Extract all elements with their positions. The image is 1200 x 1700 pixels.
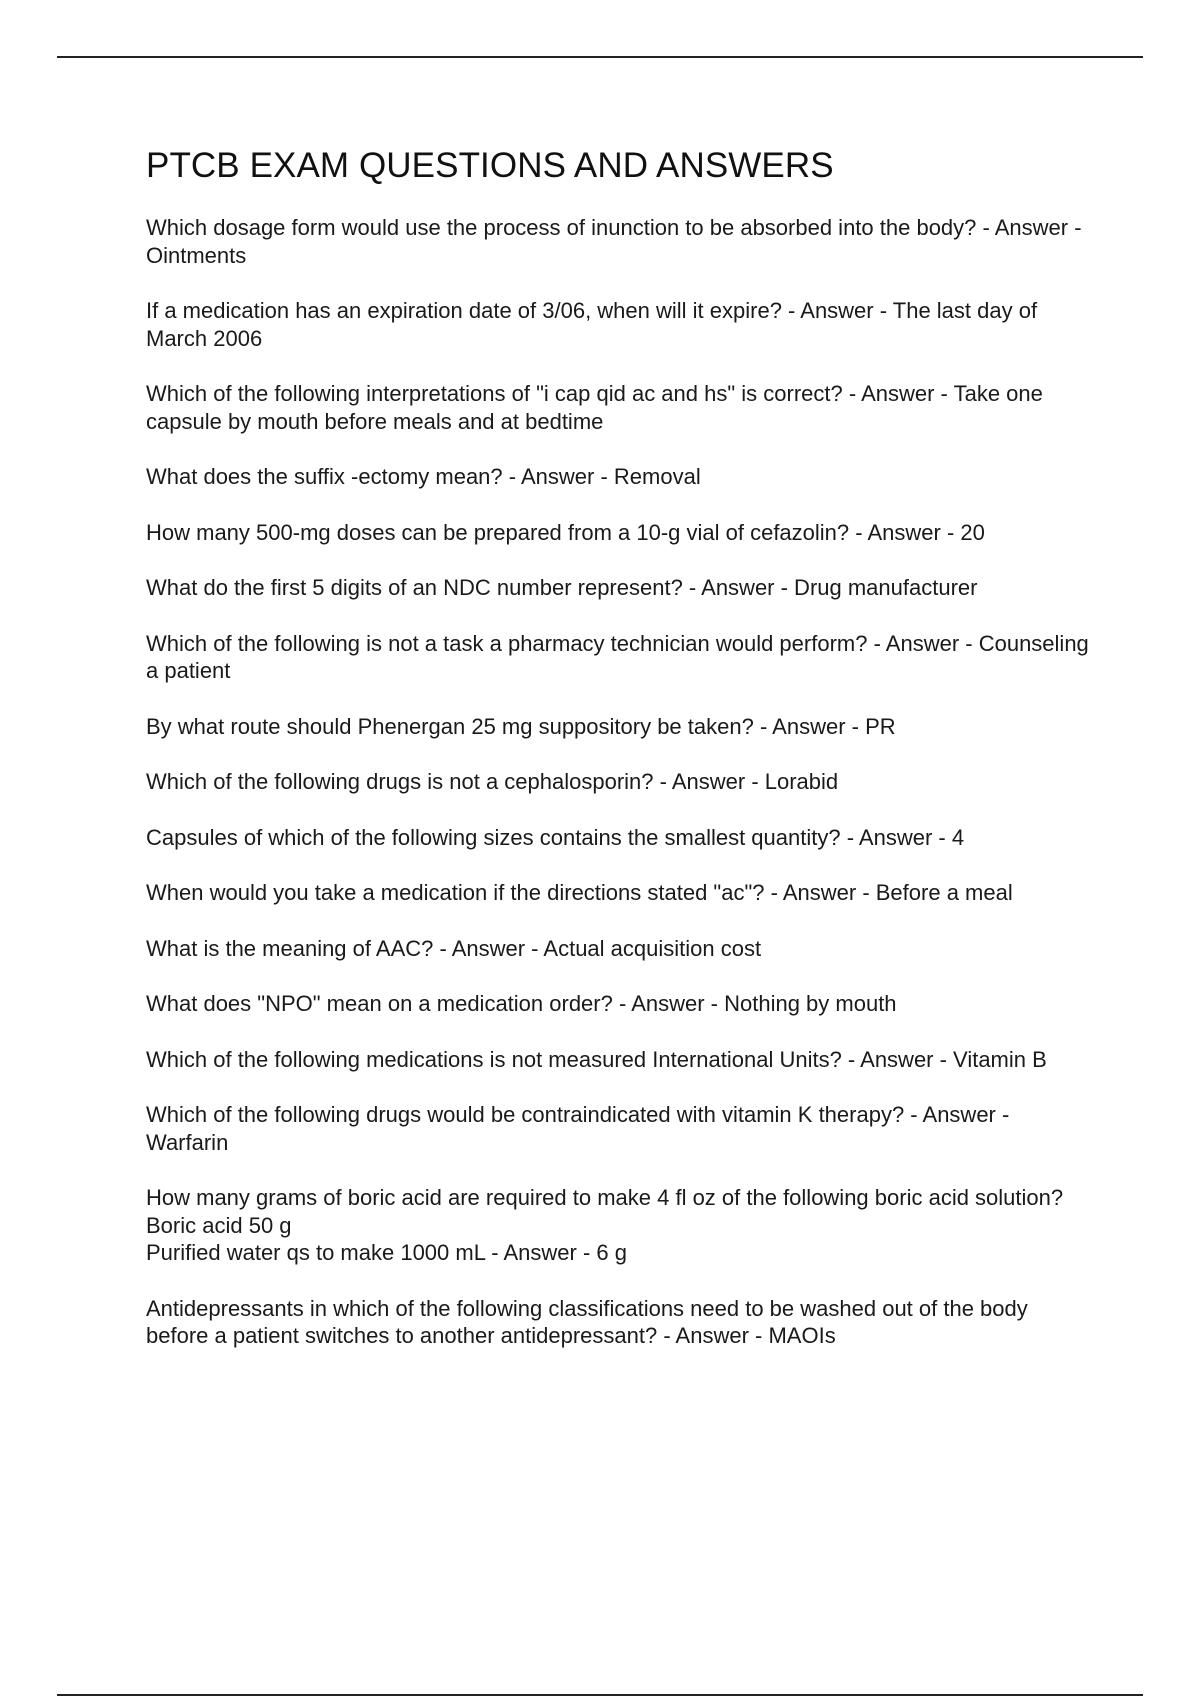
qa-item: What is the meaning of AAC? - Answer - Actual acquisition cost	[146, 935, 762, 961]
qa-item: Which of the following drugs would be contraindicated with vitamin K therapy? - Answer - Warfarin	[146, 1102, 1010, 1155]
qa-item: If a medication has an expiration date of 3/06, when will it expire? - Answer - The last day of March 2006	[146, 298, 1038, 351]
qa-item: Which of the following is not a task a pharmacy technician would perform? - Answer - Counseling a patient	[146, 630, 1089, 683]
qa-item: Which of the following drugs is not a cephalosporin? - Answer - Lorabid	[146, 769, 839, 794]
qa-item: Which of the following medications is not measured International Units? - Answer - Vitamin B	[146, 1046, 1047, 1072]
qa-item: By what route should Phenergan 25 mg suppository be taken? - Answer - PR	[146, 713, 896, 739]
qa-list	[146, 214, 1091, 1378]
qa-item: What do the first 5 digits of an NDC number represent? - Answer - Drug manufacturer	[146, 575, 978, 600]
qa-item: Capsules of which of the following sizes contains the smallest quantity? - Answer - 4	[146, 824, 965, 850]
bottom-divider	[57, 1694, 1143, 1696]
qa-item: When would you take a medication if the directions stated "ac"? - Answer - Before a meal	[146, 880, 1013, 905]
qa-item: What does the suffix -ectomy mean? - Answer - Removal	[146, 464, 701, 489]
page-title: PTCB EXAM QUESTIONS AND ANSWERS	[146, 146, 834, 185]
qa-item: Which dosage form would use the process of inunction to be absorbed into the body? - Answer - Ointments	[146, 215, 1082, 268]
qa-item: Antidepressants in which of the following classifications need to be washed out of the body before a patient switches to another antidepressant? - Answer - MAOIs	[146, 1295, 1028, 1348]
qa-item: How many grams of boric acid are required to make 4 fl oz of the following boric acid solution? Boric acid 50 g Purified water qs to make 1000 mL - Answer - 6 g	[146, 1185, 1064, 1265]
top-divider	[57, 56, 1143, 58]
qa-item: What does "NPO" mean on a medication order? - Answer - Nothing by mouth	[146, 991, 897, 1016]
qa-item: How many 500-mg doses can be prepared from a 10-g vial of cefazolin? - Answer - 20	[146, 519, 985, 545]
qa-item: Which of the following interpretations of "i cap qid ac and hs" is correct? - Answer - Take one capsule by mouth before meals and at bedtime	[146, 381, 1043, 434]
